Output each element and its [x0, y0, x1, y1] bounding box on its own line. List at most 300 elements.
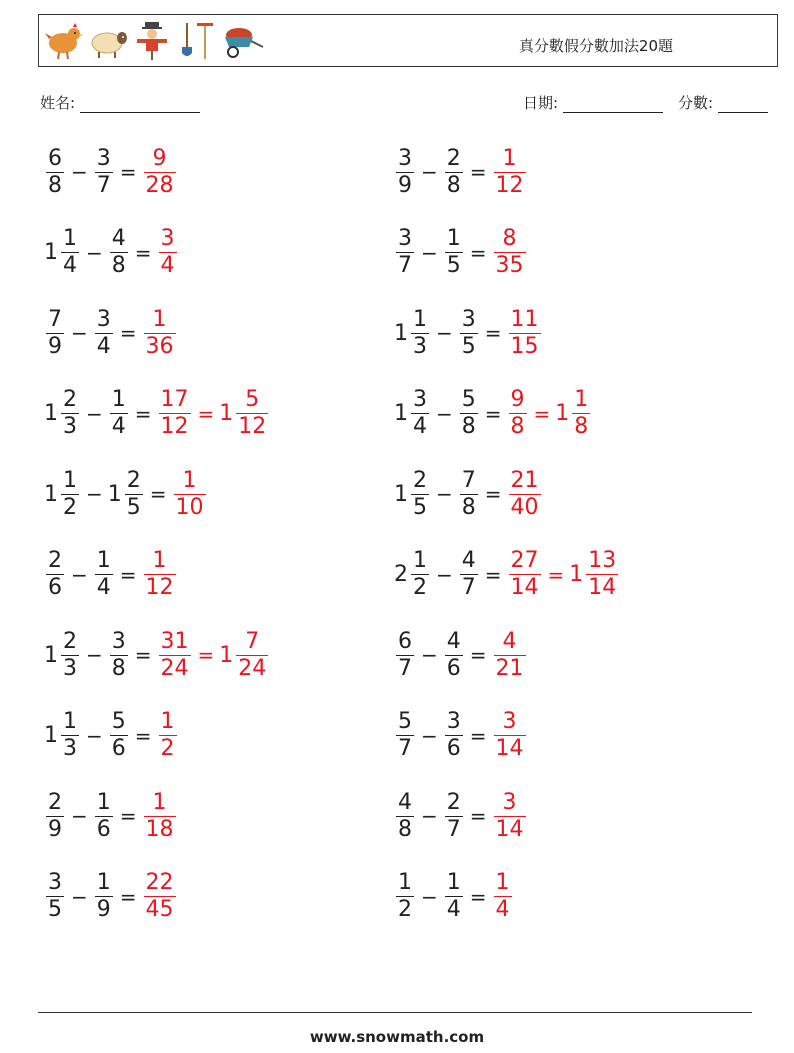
numerator: 5 [245, 387, 260, 412]
denominator: 3 [63, 736, 77, 761]
fraction [396, 872, 414, 921]
denominator: 12 [145, 575, 174, 600]
fraction [236, 389, 268, 438]
fraction [61, 711, 79, 760]
answer [157, 389, 271, 438]
fraction [396, 228, 414, 277]
denominator: 9 [48, 816, 62, 842]
fraction [144, 789, 176, 842]
numerator: 21 [510, 467, 539, 493]
whole-number: 1 [44, 723, 58, 748]
answer [142, 145, 178, 198]
score-blank[interactable] [718, 96, 768, 113]
fraction [144, 145, 176, 198]
denominator: 3 [63, 414, 77, 439]
minus-sign: − [436, 562, 453, 587]
minus-sign: − [436, 401, 453, 426]
denominator: 24 [160, 655, 189, 681]
first-operand [394, 228, 416, 277]
equals-sign: = [469, 884, 487, 909]
scarecrow-icon [135, 21, 169, 61]
first-operand [394, 306, 431, 359]
fraction [159, 389, 191, 438]
equals-sign: = [469, 723, 487, 748]
equals-sign: = [484, 482, 502, 506]
whole-number: 1 [219, 401, 234, 426]
denominator: 2 [160, 736, 175, 761]
numerator: 2 [126, 467, 141, 493]
fraction [95, 145, 113, 198]
minus-sign: − [71, 321, 88, 345]
fraction [411, 389, 429, 438]
fraction [445, 789, 463, 842]
numerator: 11 [510, 306, 539, 332]
denominator: 9 [96, 897, 111, 922]
problem-item [394, 786, 528, 846]
equals-sign: = [149, 482, 167, 506]
answer [142, 306, 178, 359]
numerator: 6 [398, 628, 412, 654]
numerator: 1 [398, 870, 412, 895]
second-operand [108, 389, 130, 438]
whole-number: 1 [44, 401, 58, 426]
denominator: 3 [63, 655, 77, 681]
equals-sign: = [119, 562, 137, 587]
fraction [509, 550, 541, 599]
fraction [509, 389, 527, 438]
second-operand [458, 467, 480, 520]
numerator: 1 [152, 789, 167, 815]
numerator: 4 [446, 628, 461, 654]
whole-number: 1 [44, 481, 58, 507]
denominator: 4 [96, 575, 111, 600]
numerator: 1 [182, 467, 197, 493]
answer [507, 467, 543, 520]
name-field [40, 92, 200, 113]
problem-item [394, 142, 528, 202]
answer [157, 228, 179, 277]
numerator: 2 [63, 387, 77, 412]
fraction [144, 306, 176, 359]
numerator: 3 [502, 789, 517, 815]
first-operand [394, 467, 431, 520]
problem-item [394, 464, 543, 524]
denominator: 4 [111, 414, 126, 439]
denominator: 8 [111, 253, 126, 278]
whole-number: 1 [394, 481, 408, 507]
whole-number: 1 [394, 320, 408, 346]
minus-sign: − [421, 240, 438, 265]
minus-sign: − [421, 160, 438, 184]
denominator: 6 [48, 575, 62, 600]
answer [142, 550, 178, 599]
denominator: 6 [446, 736, 461, 761]
fraction [445, 145, 463, 198]
answer [507, 389, 593, 438]
footer-url: www.snowmath.com [309, 1028, 485, 1046]
fraction [445, 228, 463, 277]
numerator: 8 [502, 226, 517, 251]
date-field [523, 92, 663, 113]
sheep-icon [89, 21, 129, 61]
minus-sign: − [86, 723, 103, 748]
numerator: 1 [413, 548, 427, 573]
denominator: 5 [461, 333, 476, 359]
answer-equals-sign: = [547, 562, 565, 587]
denominator: 18 [145, 816, 174, 842]
numerator: 1 [152, 548, 167, 573]
second-operand [443, 711, 465, 760]
numerator: 1 [96, 548, 111, 573]
first-operand [44, 789, 66, 842]
problem-item [394, 545, 620, 605]
denominator: 12 [495, 172, 524, 198]
name-label: 姓名: [40, 94, 76, 112]
denominator: 8 [48, 172, 62, 198]
minus-sign: − [86, 401, 103, 426]
numerator: 1 [63, 226, 77, 251]
second-operand [443, 145, 465, 198]
first-operand [394, 711, 416, 760]
denominator: 45 [145, 897, 174, 922]
fraction [494, 789, 526, 842]
equals-sign: = [484, 321, 502, 345]
fraction [61, 628, 79, 681]
first-operand [394, 628, 416, 681]
minus-sign: − [421, 723, 438, 748]
denominator: 7 [398, 253, 412, 278]
fraction [95, 306, 113, 359]
fraction [411, 306, 429, 359]
equals-sign: = [469, 643, 487, 667]
fraction [125, 467, 143, 520]
denominator: 10 [175, 494, 204, 520]
chicken-icon [43, 21, 83, 61]
fraction [61, 389, 79, 438]
fraction [95, 872, 113, 921]
fraction [110, 711, 128, 760]
denominator: 4 [160, 253, 175, 278]
answer [172, 467, 208, 520]
fraction [396, 711, 414, 760]
problem-item [44, 786, 178, 846]
denominator: 6 [96, 816, 111, 842]
minus-sign: − [86, 482, 103, 506]
fraction [61, 228, 79, 277]
denominator: 5 [48, 897, 62, 922]
fraction [110, 628, 128, 681]
minus-sign: − [71, 562, 88, 587]
numerator: 9 [510, 387, 525, 412]
denominator: 2 [63, 494, 77, 520]
numerator: 6 [48, 145, 62, 171]
second-operand [107, 467, 145, 520]
minus-sign: − [86, 240, 103, 265]
denominator: 6 [446, 655, 461, 681]
numerator: 5 [461, 387, 476, 412]
problem-item [44, 464, 208, 524]
equals-sign: = [469, 160, 487, 184]
denominator: 5 [126, 494, 141, 520]
header-icons [43, 21, 265, 61]
fraction [396, 628, 414, 681]
worksheet-header [38, 14, 778, 67]
numerator: 1 [111, 387, 126, 412]
denominator: 7 [398, 655, 412, 681]
first-operand [44, 628, 81, 681]
whole-number: 1 [394, 401, 408, 426]
first-operand [44, 872, 66, 921]
problem-item [44, 706, 179, 766]
fraction [95, 550, 113, 599]
fraction [46, 550, 64, 599]
denominator: 14 [495, 736, 524, 761]
first-operand [394, 789, 416, 842]
minus-sign: − [71, 884, 88, 909]
footer-divider [38, 1012, 752, 1013]
answer [492, 228, 528, 277]
problem-item [394, 384, 592, 444]
fraction [46, 306, 64, 359]
numerator: 27 [510, 548, 539, 573]
numerator: 1 [574, 387, 589, 412]
second-operand [443, 789, 465, 842]
fraction [110, 389, 128, 438]
fraction [396, 789, 414, 842]
first-operand [394, 550, 431, 599]
second-operand [93, 306, 115, 359]
fraction [460, 389, 478, 438]
problem-item [44, 303, 178, 363]
answer [142, 872, 178, 921]
numerator: 1 [63, 467, 77, 493]
equals-sign: = [484, 562, 502, 587]
fraction [236, 628, 268, 681]
fraction [144, 550, 176, 599]
equals-sign: = [119, 804, 137, 828]
fraction [46, 872, 64, 921]
fraction [494, 145, 526, 198]
first-operand [44, 306, 66, 359]
problem-item [44, 142, 178, 202]
second-operand [93, 145, 115, 198]
fraction [586, 550, 618, 599]
answer [492, 711, 528, 760]
numerator: 7 [461, 467, 476, 493]
numerator: 3 [96, 145, 111, 171]
answer-equals-sign: = [197, 401, 215, 426]
fraction [144, 872, 176, 921]
numerator: 3 [111, 628, 126, 654]
numerator: 31 [160, 628, 189, 654]
date-label: 日期: [523, 94, 559, 112]
fraction [460, 550, 478, 599]
denominator: 8 [461, 414, 476, 439]
denominator: 5 [413, 494, 427, 520]
first-operand [394, 389, 431, 438]
fraction [411, 550, 429, 599]
numerator: 2 [48, 789, 62, 815]
answer-equals-sign: = [197, 643, 215, 667]
denominator: 4 [446, 897, 461, 922]
numerator: 2 [48, 548, 62, 573]
denominator: 4 [413, 414, 427, 439]
fraction [110, 228, 128, 277]
denominator: 14 [510, 575, 539, 600]
denominator: 8 [446, 172, 461, 198]
second-operand [443, 628, 465, 681]
name-blank[interactable] [80, 96, 200, 113]
numerator: 1 [446, 226, 461, 251]
score-label: 分數: [678, 94, 714, 112]
answer [142, 789, 178, 842]
numerator: 5 [398, 709, 412, 734]
problem-item [394, 303, 543, 363]
numerator: 1 [63, 709, 77, 734]
numerator: 3 [96, 306, 111, 332]
first-operand [44, 550, 66, 599]
equals-sign: = [134, 240, 152, 265]
second-operand [458, 389, 480, 438]
first-operand [44, 145, 66, 198]
denominator: 9 [48, 333, 62, 359]
problem-item [44, 223, 179, 283]
minus-sign: − [421, 643, 438, 667]
second-operand [443, 228, 465, 277]
denominator: 12 [238, 414, 267, 439]
fraction [159, 228, 177, 277]
numerator: 1 [96, 870, 111, 895]
whole-number: 1 [555, 401, 570, 426]
first-operand [44, 467, 81, 520]
numerator: 3 [461, 306, 476, 332]
denominator: 14 [495, 816, 524, 842]
denominator: 9 [398, 172, 412, 198]
answer-mixed-number [555, 389, 592, 438]
minus-sign: − [86, 643, 103, 667]
second-operand [108, 228, 130, 277]
problem-item [44, 384, 270, 444]
minus-sign: − [421, 804, 438, 828]
fraction [159, 711, 177, 760]
denominator: 24 [238, 655, 267, 681]
fraction [159, 628, 191, 681]
fraction [61, 467, 79, 520]
whole-number: 1 [107, 481, 122, 507]
equals-sign: = [119, 321, 137, 345]
denominator: 6 [111, 736, 126, 761]
numerator: 3 [446, 709, 461, 734]
fraction [46, 789, 64, 842]
answer-mixed-number [569, 550, 620, 599]
numerator: 3 [398, 145, 412, 171]
answer [507, 550, 621, 599]
numerator: 7 [48, 306, 62, 332]
denominator: 7 [96, 172, 111, 198]
equals-sign: = [134, 723, 152, 748]
fraction [460, 306, 478, 359]
problem-item [394, 867, 514, 927]
fraction [445, 711, 463, 760]
first-operand [394, 145, 416, 198]
answer [492, 789, 528, 842]
equals-sign: = [119, 884, 137, 909]
numerator: 1 [502, 145, 517, 171]
numerator: 1 [495, 870, 510, 895]
numerator: 3 [413, 387, 427, 412]
first-operand [44, 228, 81, 277]
answer [492, 872, 514, 921]
minus-sign: − [71, 804, 88, 828]
numerator: 1 [96, 789, 111, 815]
numerator: 2 [63, 628, 77, 654]
answer [157, 628, 271, 681]
denominator: 36 [145, 333, 174, 359]
problem-item [44, 867, 178, 927]
denominator: 15 [510, 333, 539, 359]
denominator: 3 [413, 333, 427, 359]
numerator: 2 [413, 467, 427, 493]
denominator: 8 [461, 494, 476, 520]
answer [157, 711, 179, 760]
second-operand [458, 550, 480, 599]
equals-sign: = [469, 804, 487, 828]
numerator: 17 [160, 387, 189, 412]
numerator: 3 [502, 709, 517, 734]
denominator: 4 [63, 253, 77, 278]
problem-item [394, 625, 528, 685]
whole-number: 1 [44, 642, 58, 668]
denominator: 35 [495, 253, 524, 278]
numerator: 1 [160, 709, 175, 734]
fraction [396, 145, 414, 198]
denominator: 2 [413, 575, 427, 600]
numerator: 22 [145, 870, 174, 895]
answer [492, 145, 528, 198]
fraction [494, 872, 512, 921]
answer [507, 306, 543, 359]
problem-item [394, 706, 528, 766]
denominator: 7 [461, 575, 476, 600]
numerator: 4 [461, 548, 476, 573]
fraction [174, 467, 206, 520]
minus-sign: − [71, 160, 88, 184]
minus-sign: − [436, 321, 453, 345]
second-operand [443, 872, 465, 921]
denominator: 4 [495, 897, 510, 922]
shovel-rake-icon [175, 21, 215, 61]
numerator: 3 [48, 870, 62, 895]
denominator: 12 [160, 414, 189, 439]
fraction [460, 467, 478, 520]
answer [492, 628, 528, 681]
whole-number: 1 [219, 642, 234, 668]
numerator: 5 [111, 709, 126, 734]
date-blank[interactable] [563, 96, 663, 113]
numerator: 3 [398, 226, 412, 251]
whole-number: 1 [44, 240, 58, 265]
equals-sign: = [119, 160, 137, 184]
whole-number: 2 [394, 562, 408, 587]
problem-item [44, 545, 178, 605]
whole-number: 1 [569, 562, 584, 587]
first-operand [394, 872, 416, 921]
fraction [95, 789, 113, 842]
answer-equals-sign: = [533, 401, 551, 426]
denominator: 8 [574, 414, 589, 439]
numerator: 4 [398, 789, 412, 815]
second-operand [108, 711, 130, 760]
